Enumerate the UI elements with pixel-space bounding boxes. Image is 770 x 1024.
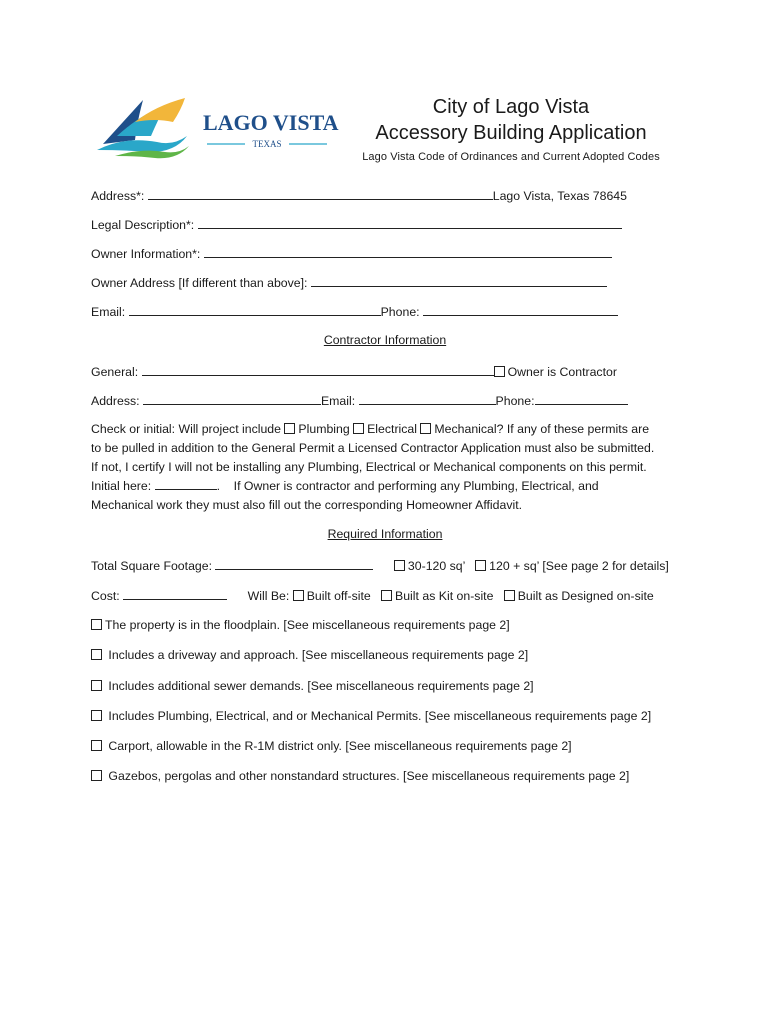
cost-label: Cost:	[91, 589, 120, 603]
permit-check-paragraph: Check or initial: Will project include Plumbing Electrical Mechanical? If any of these permits are to be pulled in addition to the General Permit a Licensed Contractor Application must also be submitted. If not, I certify I will not be installing any Plumbing, Electrical or Mechanical components on this permit. Initial here: . If Owner is contractor and performing any Plumbing, Electrical, and Mechanical work they must also fill out the corresponding Homeowner Affidavit.	[91, 422, 655, 512]
contractor-phone-field[interactable]	[535, 392, 628, 405]
square-footage-label: Total Square Footage:	[91, 559, 212, 573]
size-120-plus-checkbox[interactable]	[475, 560, 486, 571]
legal-description-row	[91, 216, 622, 233]
size-30-120-checkbox[interactable]	[394, 560, 405, 571]
general-label: General:	[91, 365, 139, 379]
initial-field[interactable]	[155, 477, 217, 490]
logo-name: LAGO VISTA	[203, 110, 339, 135]
email-label: Email:	[91, 305, 126, 319]
phone-field[interactable]	[423, 303, 618, 316]
logo-mark-icon	[95, 92, 345, 162]
general-contractor-field[interactable]	[142, 363, 494, 376]
electrical-checkbox[interactable]	[353, 423, 364, 434]
required-heading: Required Information	[327, 527, 443, 541]
page-title-line1: City of Lago Vista	[432, 96, 590, 118]
plumbing-checkbox[interactable]	[284, 423, 295, 434]
square-footage-field[interactable]	[215, 557, 373, 570]
general-contractor-row	[91, 363, 617, 380]
mechanical-checkbox[interactable]	[420, 423, 431, 434]
owner-information-label: Owner Information*:	[91, 247, 201, 261]
contractor-email-label: Email:	[320, 394, 356, 408]
contractor-address-label: Address:	[91, 394, 140, 408]
address-label: Address*:	[91, 189, 145, 203]
page-header	[345, 95, 677, 163]
owner-information-row	[91, 245, 612, 262]
owner-information-field[interactable]	[204, 245, 612, 258]
checklist-item: Includes a driveway and approach. [See miscellaneous requirements page 2]	[91, 647, 528, 663]
checklist-item: Carport, allowable in the R-1M district only. [See miscellaneous requirements page 2]	[91, 738, 572, 754]
owner-address-field[interactable]	[311, 274, 607, 287]
owner-address-label: Owner Address [If different than above]:	[91, 276, 308, 290]
page-title-line2: Accessory Building Application	[375, 122, 647, 144]
built-kit-checkbox[interactable]	[381, 590, 392, 601]
page-subtitle: Lago Vista Code of Ordinances and Current Adopted Codes	[362, 151, 660, 163]
built-off-site-checkbox[interactable]	[293, 590, 304, 601]
owner-address-row	[91, 274, 607, 291]
floodplain-checkbox[interactable]	[91, 619, 102, 630]
carport-checkbox[interactable]	[91, 740, 102, 751]
lago-vista-logo	[95, 92, 345, 162]
gazebo-checkbox[interactable]	[91, 770, 102, 781]
owner-is-contractor-label: Owner is Contractor	[507, 365, 617, 379]
cost-field[interactable]	[123, 587, 227, 600]
square-footage-row: Total Square Footage: 30-120 sq’ 120 + sq’ [See page 2 for details]	[91, 559, 669, 573]
address-field[interactable]	[148, 187, 493, 200]
contractor-heading: Contractor Information	[323, 333, 447, 347]
driveway-checkbox[interactable]	[91, 649, 102, 660]
legal-description-label: Legal Description*:	[91, 218, 195, 232]
contractor-contact-row	[91, 392, 628, 409]
contractor-address-field[interactable]	[143, 392, 321, 405]
logo-sub: TEXAS	[252, 139, 282, 149]
contractor-email-field[interactable]	[359, 392, 496, 405]
email-field[interactable]	[129, 303, 381, 316]
owner-is-contractor-checkbox[interactable]	[494, 366, 505, 377]
checklist-item: Includes additional sewer demands. [See miscellaneous requirements page 2]	[91, 678, 534, 694]
email-phone-row	[91, 303, 618, 320]
permits-checkbox[interactable]	[91, 710, 102, 721]
legal-description-field[interactable]	[198, 216, 622, 229]
cost-row: Cost: Will Be: Built off-site Built as Kit on-site Built as Designed on-site	[91, 589, 654, 603]
checklist-item: Includes Plumbing, Electrical, and or Mechanical Permits. [See miscellaneous requirements page 2]	[91, 708, 651, 724]
address-suffix: Lago Vista, Texas 78645	[492, 189, 627, 203]
checklist-item: Gazebos, pergolas and other nonstandard structures. [See miscellaneous requirements page 2]	[91, 768, 629, 784]
built-designed-checkbox[interactable]	[504, 590, 515, 601]
address-row	[91, 187, 627, 204]
sewer-checkbox[interactable]	[91, 680, 102, 691]
phone-label: Phone:	[380, 305, 420, 319]
checklist-item: The property is in the floodplain. [See miscellaneous requirements page 2]	[91, 617, 510, 633]
contractor-phone-label: Phone:	[495, 394, 535, 408]
